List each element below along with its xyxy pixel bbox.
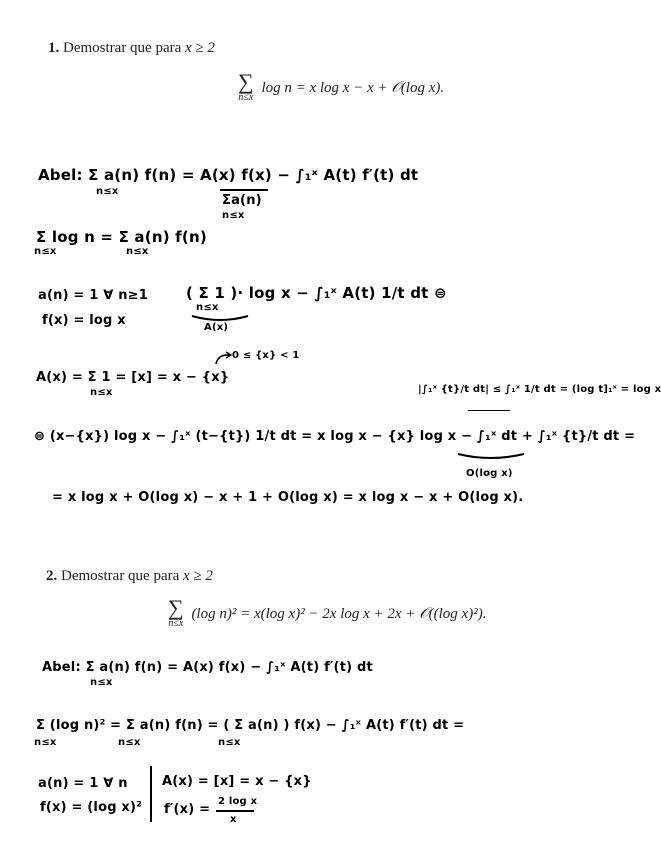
sum-sq-sub-1: n≤x xyxy=(34,737,57,748)
an-definition-2: a(n) = 1 ∀ n xyxy=(38,776,128,791)
sum-sq-sub-3: n≤x xyxy=(218,737,241,748)
middle-sub: n≤x xyxy=(196,302,219,313)
fprime-numerator: 2 log x xyxy=(218,796,258,807)
sigma-subscript-2: n≤x xyxy=(168,618,184,629)
sum-log-squared-line: Σ (log n)² = Σ a(n) f(n) = ( Σ a(n) ) f(x) − ∫₁ˣ A(t) f′(t) dt = xyxy=(36,718,465,733)
ax-definition-2: A(x) = [x] = x − {x} xyxy=(162,774,312,789)
abel-under-sub-1: n≤x xyxy=(222,210,245,221)
fprime-lhs: f′(x) = xyxy=(164,802,211,817)
sigma-subscript: n≤x xyxy=(238,92,254,103)
problem-1-condition: x ≥ 2 xyxy=(185,40,215,56)
long-derivation-line: ⊜ (x−{x}) log x − ∫₁ˣ (t−{t}) 1/t dt = x log x − {x} log x − ∫₁ˣ dt + ∫₁ˣ {t}/t dt = xyxy=(34,429,636,444)
ax-definition-1: A(x) = Σ 1 = [x] = x − {x} xyxy=(36,370,230,385)
fx-definition-2: f(x) = (log x)² xyxy=(40,800,143,815)
problem-1-number: 1. xyxy=(48,40,60,56)
arrow-note xyxy=(214,352,234,366)
sum-sq-sub-2: n≤x xyxy=(118,737,141,748)
sigma-symbol-2: ∑ xyxy=(168,595,184,620)
frac-part-note: 0 ≤ {x} < 1 xyxy=(232,350,300,361)
problem-2-statement xyxy=(46,568,213,585)
problem-1-text: Demostrar que para xyxy=(63,40,182,56)
problem-2-text: Demostrar que para xyxy=(61,568,180,584)
vertical-divider xyxy=(150,766,152,822)
bound-note: |∫₁ˣ {t}/t dt| ≤ ∫₁ˣ 1/t dt = (log t]₁ˣ = log x xyxy=(418,384,661,395)
abel-under-bar xyxy=(220,189,268,191)
abel-under-1: Σa(n) xyxy=(222,193,262,208)
fprime-fraction-bar xyxy=(216,810,254,812)
o-log-note: O(log x) xyxy=(466,468,513,479)
sum-log-line: Σ log n = Σ a(n) f(n) xyxy=(36,228,207,246)
abel-formula-2: Abel: Σ a(n) f(n) = A(x) f(x) − ∫₁ˣ A(t) f′(t) dt xyxy=(42,660,373,675)
ax-sub-1: n≤x xyxy=(90,387,113,398)
summation-2 xyxy=(168,595,184,630)
problem-1-statement xyxy=(48,40,215,57)
final-result-line: = x log x + O(log x) − x + 1 + O(log x) = x log x − x + O(log x). xyxy=(52,490,524,505)
formula-body-2: (log n)² = x(log x)² − 2x log x + 2x + 𝒪((log x)²). xyxy=(191,606,487,622)
bound-pointer xyxy=(468,410,510,411)
an-definition-1: a(n) = 1 ∀ n≥1 xyxy=(38,288,149,303)
problem-1-formula xyxy=(238,69,445,104)
middle-expression: ( Σ 1 )· log x − ∫₁ˣ A(t) 1/t dt ⊜ xyxy=(186,284,447,302)
problem-2-formula xyxy=(168,595,487,630)
formula-body: log n = x log x − x + 𝒪(log x). xyxy=(261,80,445,96)
middle-under: A(x) xyxy=(204,322,229,333)
abel-sub-2: n≤x xyxy=(90,677,113,688)
summation xyxy=(238,69,254,104)
problem-2-number: 2. xyxy=(46,568,58,584)
abel-sub-1: n≤x xyxy=(96,186,119,197)
sum-log-sub-2: n≤x xyxy=(126,246,149,257)
o-underbrace xyxy=(456,452,526,462)
sigma-symbol: ∑ xyxy=(238,69,254,94)
problem-2-condition: x ≥ 2 xyxy=(183,568,213,584)
fx-definition-1: f(x) = log x xyxy=(42,313,126,328)
sum-log-sub-1: n≤x xyxy=(34,246,57,257)
fprime-denominator: x xyxy=(230,814,237,825)
abel-formula-1: Abel: Σ a(n) f(n) = A(x) f(x) − ∫₁ˣ A(t) f′(t) dt xyxy=(38,166,419,184)
